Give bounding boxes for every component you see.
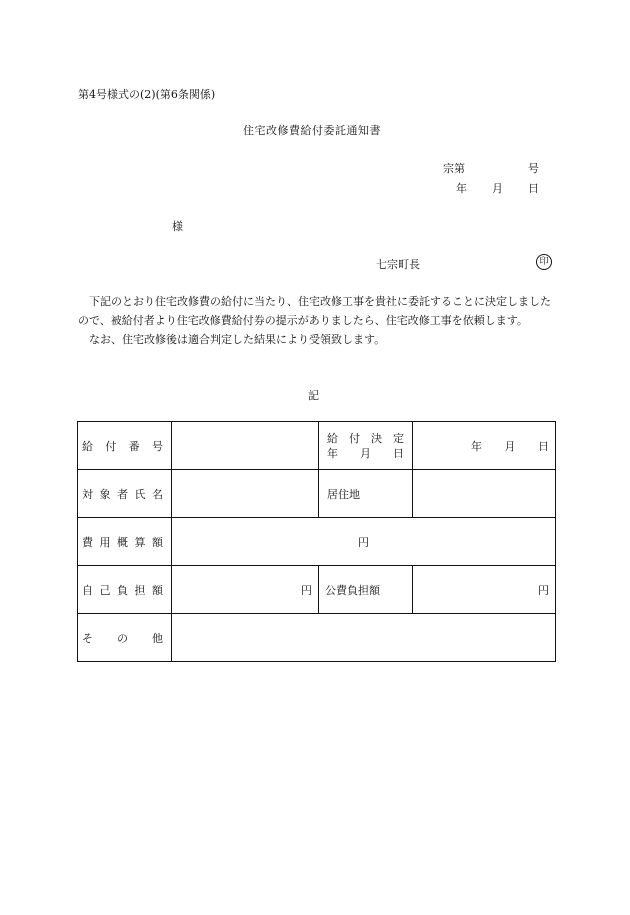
benefit-number-label: 給 付 番 号 xyxy=(78,422,172,470)
table-row xyxy=(78,566,556,614)
recipient-honorific: 様 xyxy=(172,220,183,233)
other-cell[interactable] xyxy=(172,614,556,662)
yen-unit: 円 xyxy=(301,583,312,597)
issue-date-year: 年 xyxy=(456,182,467,195)
detail-table xyxy=(77,421,556,662)
benefit-number-cell[interactable] xyxy=(172,422,319,470)
doc-number-prefix: 宗第 xyxy=(443,162,465,175)
recipient-name-label: 対 象 者 氏 名 xyxy=(78,470,172,518)
issuer-name: 七宗町長 xyxy=(376,258,420,271)
yen-unit: 円 xyxy=(538,583,549,597)
doc-number-suffix: 号 xyxy=(528,162,539,175)
body-paragraph-1: 下記のとおり住宅改修費の給付に当たり、住宅改修工事を貴社に委託することに決定しましたので、被給付者より住宅改修費給付券の提示がありましたら、住宅改修工事を依頼します。 xyxy=(78,295,551,327)
table-row xyxy=(78,422,556,470)
body-paragraph-2: なお、住宅改修後は適合判定した結果により受領致します。 xyxy=(89,333,386,346)
ki-heading: 記 xyxy=(308,389,319,402)
document-title: 住宅改修費給付委託通知書 xyxy=(243,124,381,137)
address-label: 居住地 xyxy=(319,470,413,518)
benefit-decision-date-label: 給 付 決 定 年 月 日 xyxy=(319,422,413,470)
public-pay-cell[interactable] xyxy=(413,566,556,614)
self-pay-label: 自 己 負 担 額 xyxy=(78,566,172,614)
seal-mark: 印 xyxy=(536,254,552,270)
address-cell[interactable] xyxy=(413,470,556,518)
issue-date-day: 日 xyxy=(528,182,539,195)
estimated-cost-cell[interactable] xyxy=(172,518,556,566)
issue-date-month: 月 xyxy=(492,182,503,195)
form-number-label: 第4号様式の(2)(第6条関係) xyxy=(78,88,216,101)
body-text xyxy=(78,292,554,349)
other-label: そ の 他 xyxy=(78,614,172,662)
table-row xyxy=(78,470,556,518)
recipient-name-cell[interactable] xyxy=(172,470,319,518)
benefit-decision-date-cell[interactable]: 年 月 日 xyxy=(413,422,556,470)
self-pay-cell[interactable] xyxy=(172,566,319,614)
table-row xyxy=(78,614,556,662)
estimated-cost-label: 費 用 概 算 額 xyxy=(78,518,172,566)
public-pay-label: 公費負担額 xyxy=(319,566,413,614)
table-row xyxy=(78,518,556,566)
yen-unit: 円 xyxy=(358,535,369,549)
